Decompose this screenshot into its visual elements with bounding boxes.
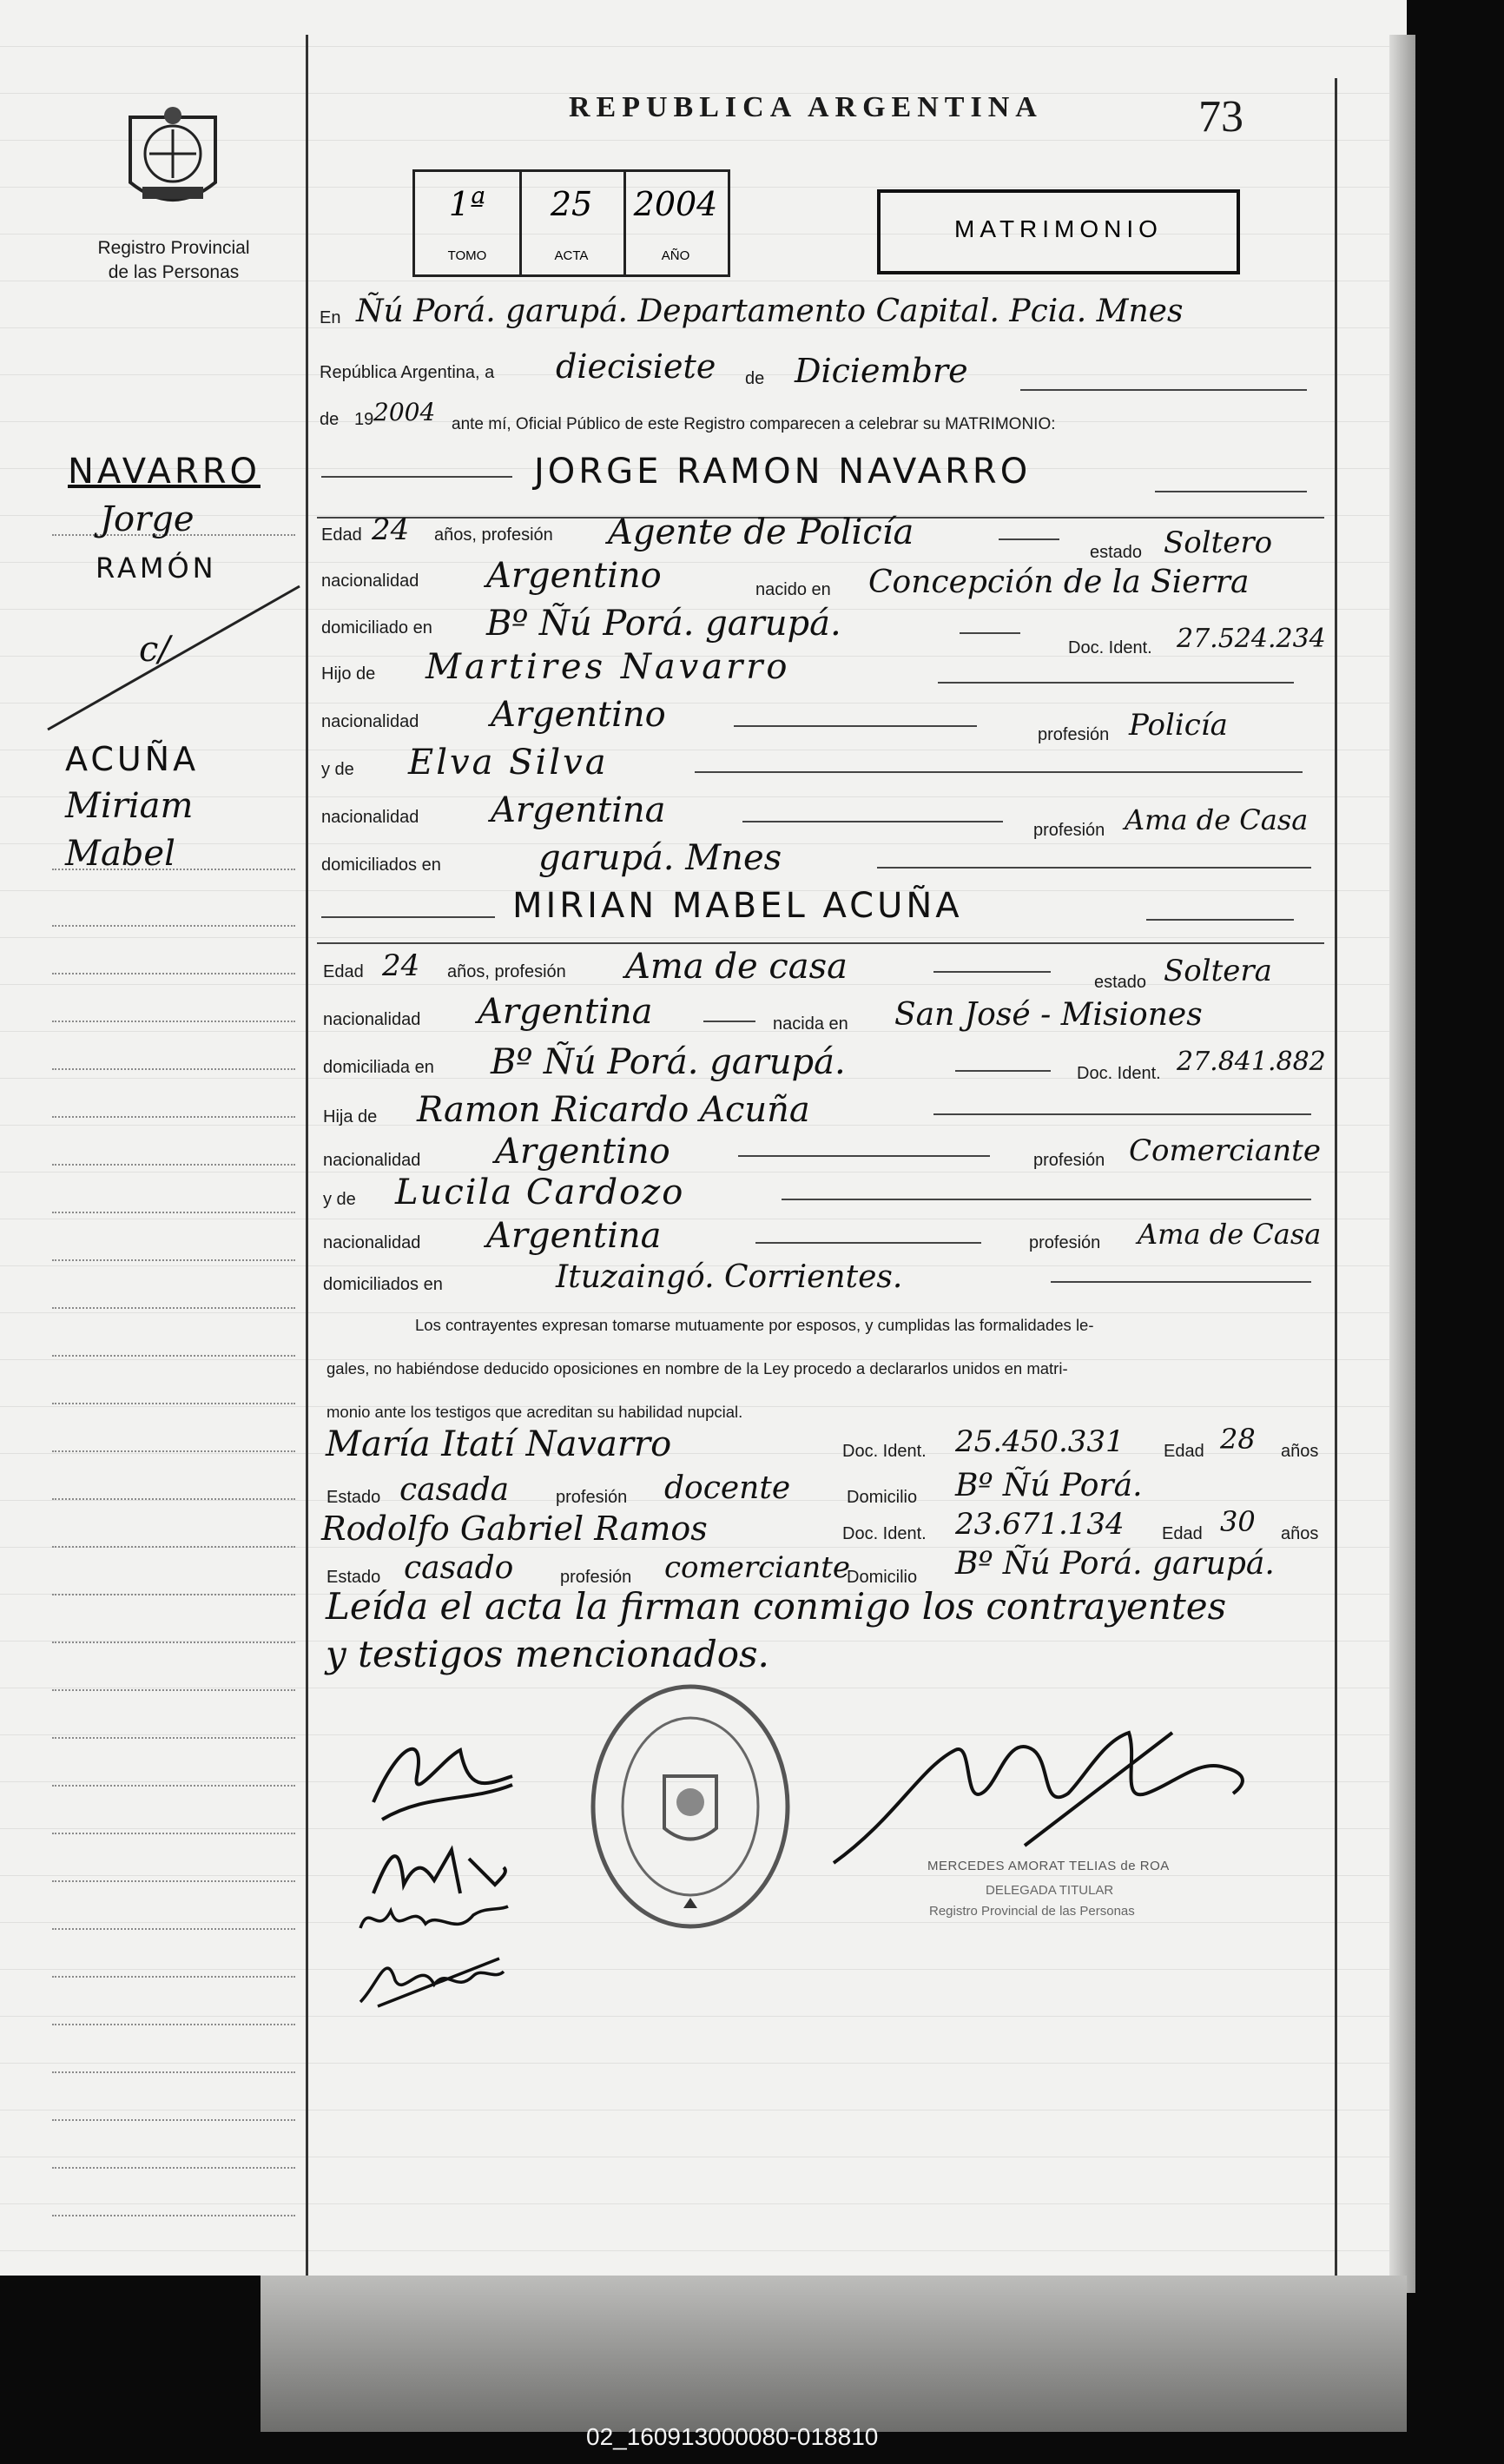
folio-number: 73: [1198, 92, 1243, 142]
witness2-doc: 23.671.134: [955, 1507, 1125, 1542]
domiciliada-label: domiciliada en: [323, 1058, 434, 1077]
witness1-prof-label: profesión: [556, 1488, 628, 1507]
witness1-doc-label: Doc. Ident.: [842, 1442, 927, 1461]
father-nacionalidad-label: nacionalidad: [323, 1151, 421, 1170]
yde-label: y de: [321, 760, 354, 779]
rule-line: [782, 1199, 1311, 1200]
de2-label: de: [320, 410, 340, 429]
nacionalidad-label: nacionalidad: [323, 1010, 421, 1029]
underlying-page: [261, 2276, 1407, 2432]
mother-nacionalidad-label: nacionalidad: [321, 808, 419, 827]
groom-nationality: Argentino: [486, 556, 662, 596]
bride-doc: 27.841.882: [1177, 1047, 1326, 1077]
estado-label: estado: [1090, 543, 1143, 562]
bride-nationality: Argentina: [478, 992, 653, 1032]
witness2-estado-label: Estado: [327, 1568, 381, 1587]
anos-prof-label: años, profesión: [434, 525, 553, 545]
groom-mother-profession: Ama de Casa: [1125, 803, 1309, 836]
file-id: 02_160913000080-018810: [586, 2423, 879, 2450]
rule-line: [938, 682, 1294, 684]
margin-bride-name2: Mabel: [65, 834, 175, 874]
parents-domiciliados-label: domiciliados en: [321, 855, 441, 875]
nacido-label: nacido en: [755, 580, 831, 599]
witness2-doc-label: Doc. Ident.: [842, 1524, 927, 1543]
father-profesion-label: profesión: [1038, 725, 1110, 744]
witness1-address: Bº Ñú Porá.: [955, 1468, 1143, 1503]
official-title: DELEGADA TITULAR: [986, 1883, 1114, 1898]
witness2-edad-label: Edad: [1162, 1524, 1203, 1543]
nacida-label: nacida en: [773, 1014, 848, 1034]
edad-label: Edad: [321, 525, 362, 545]
rule-line: [703, 1021, 755, 1022]
bride-full-name: MIRIAN MABEL ACUÑA: [512, 886, 963, 926]
nacionalidad-label: nacionalidad: [321, 571, 419, 591]
registry-name-line2: de las Personas: [108, 262, 240, 282]
acta-cell: [519, 172, 626, 274]
en-label: En: [320, 308, 341, 327]
mother-profesion-label: profesión: [1029, 1233, 1101, 1252]
margin-connector: c/: [139, 630, 170, 670]
tomo-label: TOMO: [447, 248, 487, 263]
bride-mother: Lucila Cardozo: [395, 1173, 685, 1212]
parents-domiciliados-label: domiciliados en: [323, 1275, 443, 1294]
groom-mother-nationality: Argentina: [491, 790, 666, 830]
record-type: MATRIMONIO: [954, 215, 1163, 242]
ceremony-year: 2004: [373, 398, 436, 426]
rule-line: [933, 1113, 1311, 1115]
yde-label: y de: [323, 1190, 356, 1209]
bride-birthplace: San José - Misiones: [894, 997, 1203, 1033]
de-label: de: [745, 369, 765, 388]
margin-groom-name1: Jorge: [100, 499, 195, 539]
declaration-line3: monio ante los testigos que acreditan su habilidad nupcial.: [327, 1403, 743, 1421]
margin-bride-name1: Miriam: [65, 786, 194, 826]
section-divider: [317, 942, 1324, 944]
witness2-address: Bº Ñú Porá. garupá.: [955, 1546, 1275, 1582]
ceremony-place: Ñú Porá. garupá. Departamento Capital. Pcia. Mnes: [356, 294, 1184, 329]
groom-marital-status: Soltero: [1164, 525, 1273, 560]
witness2-signature: [352, 1932, 508, 2011]
bride-age: 24: [382, 948, 420, 983]
groom-doc: 27.524.234: [1177, 624, 1326, 654]
intro-rest: ante mí, Oficial Público de este Registro comparecen a celebrar su MATRIMONIO:: [452, 415, 1056, 433]
year-printed: 19: [354, 410, 374, 429]
ano-cell: [623, 172, 728, 274]
record-type-box: [877, 189, 1240, 274]
father-nacionalidad-label: nacionalidad: [321, 712, 419, 731]
rule-line: [738, 1155, 990, 1157]
groom-parents-address: garupá. Mnes: [538, 838, 782, 878]
page-title: REPUBLICA ARGENTINA: [569, 91, 1043, 123]
groom-father-profession: Policía: [1129, 708, 1228, 743]
bride-profession: Ama de casa: [625, 947, 848, 987]
witness2-profession: comerciante: [664, 1550, 850, 1585]
groom-address: Bº Ñú Porá. garupá.: [486, 604, 841, 644]
witness1-status: casada: [399, 1472, 510, 1508]
registration-box: [412, 169, 730, 277]
rule-line: [1020, 389, 1307, 391]
groom-full-name: JORGE RAMON NAVARRO: [534, 452, 1032, 492]
rule-line: [321, 916, 495, 918]
groom-signature: [365, 1724, 521, 1828]
margin-divider: [43, 582, 304, 738]
rule-line: [955, 1070, 1051, 1072]
groom-father-nationality: Argentino: [491, 695, 666, 735]
domiciliado-label: domiciliado en: [321, 618, 432, 637]
witness1-edad-label: Edad: [1164, 1442, 1204, 1461]
rule-line: [933, 971, 1051, 973]
closing-line2: y testigos mencionados.: [326, 1633, 769, 1675]
tomo-cell: [415, 172, 522, 274]
groom-age: 24: [372, 512, 410, 547]
rule-line: [960, 632, 1020, 634]
doc-label: Doc. Ident.: [1068, 638, 1152, 657]
anos-prof-label: años, profesión: [447, 962, 566, 981]
bride-address: Bº Ñú Porá. garupá.: [491, 1042, 846, 1082]
witness2-status: casado: [404, 1550, 514, 1586]
official-name: MERCEDES AMORAT TELIAS de ROA: [927, 1859, 1170, 1873]
rule-line: [999, 538, 1059, 540]
bride-father-profession: Comerciante: [1129, 1133, 1321, 1168]
republica-label: República Argentina, a: [320, 363, 495, 382]
acta-value: 25: [550, 185, 593, 223]
rule-line: [695, 771, 1303, 773]
witness2-age: 30: [1220, 1505, 1256, 1538]
official-stamp-icon: [586, 1681, 795, 1932]
witness1-name: María Itatí Navarro: [326, 1424, 672, 1464]
groom-father: Martires Navarro: [425, 647, 791, 687]
bride-mother-nationality: Argentina: [486, 1216, 662, 1256]
witness1-domic-label: Domicilio: [847, 1488, 918, 1507]
margin-groom-name2: RAMÓN: [96, 552, 217, 585]
bride-mother-profession: Ama de Casa: [1138, 1218, 1322, 1251]
registry-name: [69, 236, 278, 285]
declaration-line2: gales, no habiéndose deducido oposiciones en nombre de la Ley procedo a declararlos unidos en matri-: [327, 1359, 1068, 1377]
page-edge: [1389, 35, 1415, 2293]
ano-value: 2004: [633, 185, 718, 223]
acta-label: ACTA: [554, 248, 589, 263]
hijo-label: Hijo de: [321, 664, 376, 684]
bride-father: Ramon Ricardo Acuña: [417, 1090, 810, 1130]
witness1-profession: docente: [664, 1470, 791, 1506]
rule-line: [321, 476, 512, 478]
margin-rule: [306, 35, 308, 2276]
witness2-name: Rodolfo Gabriel Ramos: [321, 1509, 708, 1548]
rule-line: [1051, 1281, 1311, 1283]
witness2-prof-label: profesión: [560, 1568, 632, 1587]
witness1-anos-label: años: [1281, 1442, 1319, 1461]
official-registry: Registro Provincial de las Personas: [929, 1904, 1135, 1919]
witness2-domic-label: Domicilio: [847, 1568, 918, 1587]
father-profesion-label: profesión: [1033, 1151, 1105, 1170]
groom-profession: Agente de Policía: [608, 512, 914, 552]
groom-birthplace: Concepción de la Sierra: [868, 565, 1250, 600]
margin-bride-surname: ACUÑA: [65, 740, 200, 778]
bride-marital-status: Soltera: [1164, 954, 1272, 988]
witness1-doc: 25.450.331: [955, 1424, 1125, 1459]
right-rule: [1335, 78, 1337, 2276]
mother-profesion-label: profesión: [1033, 821, 1105, 840]
witness1-age: 28: [1220, 1423, 1256, 1456]
bride-father-nationality: Argentino: [495, 1132, 670, 1172]
province-seal-icon: [122, 100, 224, 221]
rule-line: [1146, 919, 1294, 921]
declaration-line1: Los contrayentes expresan tomarse mutuamente por esposos, y cumplidas las formalidades le-: [415, 1316, 1094, 1334]
witness2-anos-label: años: [1281, 1524, 1319, 1543]
ceremony-month: Diciembre: [795, 352, 968, 390]
hija-label: Hija de: [323, 1107, 378, 1126]
doc-label: Doc. Ident.: [1077, 1064, 1161, 1083]
closing-line1: Leída el acta la firman conmigo los contrayentes: [326, 1585, 1227, 1628]
rule-line: [734, 725, 977, 727]
rule-line: [755, 1242, 981, 1244]
official-signature: [825, 1715, 1259, 1872]
groom-mother: Elva Silva: [408, 743, 609, 783]
rule-line: [742, 821, 1003, 822]
witness1-estado-label: Estado: [327, 1488, 381, 1507]
estado-label: estado: [1094, 973, 1147, 992]
tomo-value: 1ª: [448, 185, 486, 223]
ano-label: AÑO: [661, 248, 690, 263]
ceremony-day: diecisiete: [556, 347, 716, 386]
mother-nacionalidad-label: nacionalidad: [323, 1233, 421, 1252]
rule-line: [877, 867, 1311, 869]
registry-name-line1: Registro Provincial: [97, 238, 250, 258]
bride-parents-address: Ituzaingó. Corrientes.: [556, 1259, 903, 1295]
rule-line: [1155, 491, 1307, 492]
margin-groom-surname: NAVARRO: [68, 452, 261, 492]
edad-label: Edad: [323, 962, 364, 981]
